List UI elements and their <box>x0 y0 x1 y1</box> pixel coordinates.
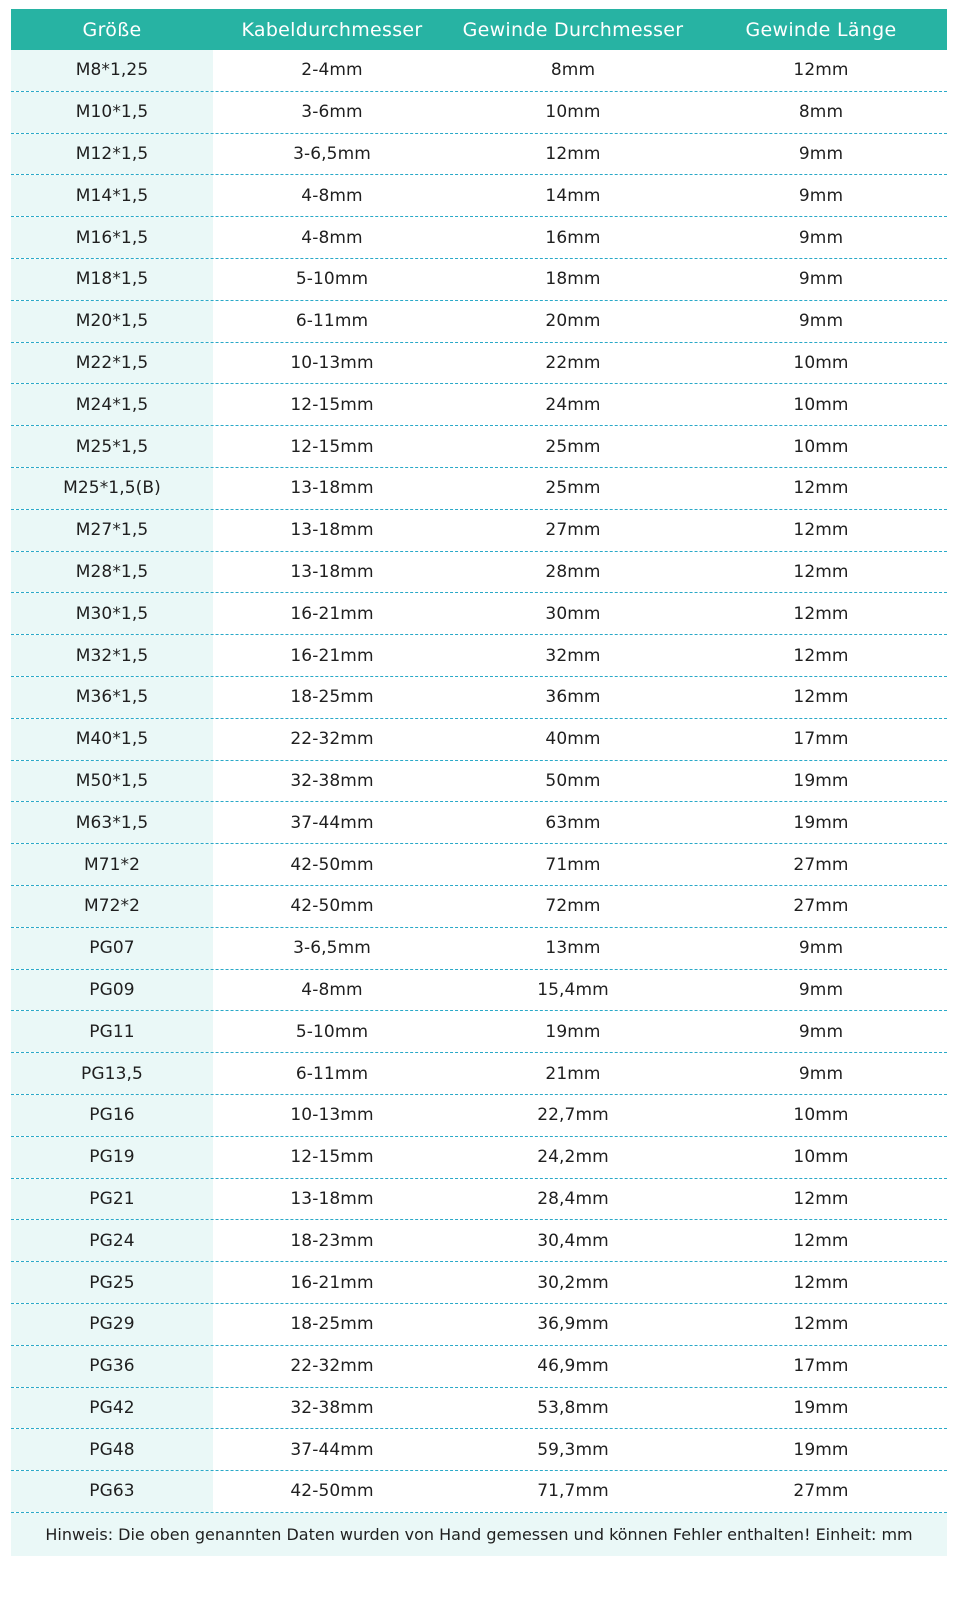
size-cell: PG19 <box>11 1137 213 1178</box>
cable-diameter-cell: 18-23mm <box>290 1230 374 1251</box>
table-row <box>11 1471 947 1513</box>
table-row <box>11 593 947 635</box>
table-row <box>11 1346 947 1388</box>
cable-diameter-cell: 42-50mm <box>290 854 374 875</box>
cable-diameter-cell: 32-38mm <box>290 770 374 791</box>
size-cell: PG13,5 <box>11 1053 213 1094</box>
size-cell: M50*1,5 <box>11 761 213 802</box>
thread-diameter-cell: 16mm <box>545 227 601 248</box>
size-cell: M30*1,5 <box>11 593 213 634</box>
cable-diameter-cell: 12-15mm <box>290 1147 374 1168</box>
table-row <box>11 1095 947 1137</box>
thread-diameter-cell: 30mm <box>545 603 601 624</box>
header-size: Größe <box>82 18 142 41</box>
cable-diameter-cell: 18-25mm <box>290 687 374 708</box>
table-row <box>11 970 947 1012</box>
thread-diameter-cell: 12mm <box>545 143 601 164</box>
table-row <box>11 552 947 594</box>
cable-diameter-cell: 3-6,5mm <box>293 938 371 959</box>
cable-diameter-cell: 5-10mm <box>295 269 369 290</box>
table-row <box>11 92 947 134</box>
table-row <box>11 1137 947 1179</box>
table-row <box>11 761 947 803</box>
size-cell: M8*1,25 <box>11 50 213 91</box>
table-row <box>11 1388 947 1430</box>
cable-diameter-cell: 22-32mm <box>290 1356 374 1377</box>
table-row <box>11 259 947 301</box>
thread-length-cell: 12mm <box>793 1188 849 1209</box>
thread-length-cell: 19mm <box>793 1439 849 1460</box>
size-cell: M28*1,5 <box>11 552 213 593</box>
thread-diameter-cell: 36,9mm <box>537 1314 609 1335</box>
size-cell: M20*1,5 <box>11 301 213 342</box>
thread-diameter-cell: 15,4mm <box>537 979 609 1000</box>
cable-diameter-cell: 13-18mm <box>290 520 374 541</box>
thread-diameter-cell: 63mm <box>545 812 601 833</box>
cable-diameter-cell: 5-10mm <box>295 1021 369 1042</box>
cable-diameter-cell: 37-44mm <box>290 1439 374 1460</box>
thread-length-cell: 19mm <box>793 770 849 791</box>
cable-diameter-cell: 42-50mm <box>290 1481 374 1502</box>
size-cell: PG09 <box>11 970 213 1011</box>
cable-diameter-cell: 42-50mm <box>290 896 374 917</box>
thread-diameter-cell: 71,7mm <box>537 1481 609 1502</box>
thread-diameter-cell: 46,9mm <box>537 1356 609 1377</box>
thread-diameter-cell: 22,7mm <box>537 1105 609 1126</box>
table-row <box>11 384 947 426</box>
table-row <box>11 510 947 552</box>
size-cell: PG42 <box>11 1388 213 1429</box>
thread-diameter-cell: 32mm <box>545 645 601 666</box>
thread-diameter-cell: 10mm <box>545 102 601 123</box>
cable-diameter-cell: 3-6mm <box>301 102 363 123</box>
cable-diameter-cell: 16-21mm <box>290 603 374 624</box>
table-row <box>11 719 947 761</box>
header-thread-length: Gewinde Länge <box>745 18 897 41</box>
size-cell: M25*1,5 <box>11 426 213 467</box>
size-cell: M18*1,5 <box>11 259 213 300</box>
thread-length-cell: 8mm <box>798 102 844 123</box>
thread-length-cell: 9mm <box>798 185 844 206</box>
thread-length-cell: 12mm <box>793 645 849 666</box>
thread-length-cell: 9mm <box>798 269 844 290</box>
table-row <box>11 1262 947 1304</box>
size-cell: M14*1,5 <box>11 175 213 216</box>
cable-diameter-cell: 4-8mm <box>301 979 363 1000</box>
size-cell: M24*1,5 <box>11 384 213 425</box>
cable-diameter-cell: 12-15mm <box>290 394 374 415</box>
thread-length-cell: 10mm <box>793 1147 849 1168</box>
table-row <box>11 928 947 970</box>
table-row <box>11 468 947 510</box>
table-row <box>11 635 947 677</box>
thread-length-cell: 12mm <box>793 1230 849 1251</box>
table-header <box>11 9 947 50</box>
thread-length-cell: 10mm <box>793 436 849 457</box>
header-thread-diameter: Gewinde Durchmesser <box>462 18 684 41</box>
thread-length-cell: 12mm <box>793 478 849 499</box>
size-cell: M22*1,5 <box>11 343 213 384</box>
thread-length-cell: 12mm <box>793 561 849 582</box>
thread-diameter-cell: 30,2mm <box>537 1272 609 1293</box>
thread-length-cell: 9mm <box>798 979 844 1000</box>
thread-diameter-cell: 40mm <box>545 729 601 750</box>
thread-diameter-cell: 14mm <box>545 185 601 206</box>
thread-diameter-cell: 22mm <box>545 352 601 373</box>
thread-length-cell: 12mm <box>793 60 849 81</box>
thread-diameter-cell: 25mm <box>545 436 601 457</box>
cable-diameter-cell: 22-32mm <box>290 729 374 750</box>
thread-length-cell: 17mm <box>793 1356 849 1377</box>
size-cell: M72*2 <box>11 886 213 927</box>
table-row <box>11 175 947 217</box>
thread-diameter-cell: 20mm <box>545 311 601 332</box>
table-row <box>11 1053 947 1095</box>
cable-diameter-cell: 10-13mm <box>290 352 374 373</box>
size-cell: M40*1,5 <box>11 719 213 760</box>
table-footer-note: Hinweis: Die oben genannten Daten wurden von Hand gemessen und können Fehler enthalten! Einheit: mm <box>11 1513 947 1556</box>
thread-diameter-cell: 59,3mm <box>537 1439 609 1460</box>
size-cell: PG48 <box>11 1429 213 1470</box>
header-cable-diameter: Kabeldurchmesser <box>241 18 423 41</box>
thread-length-cell: 12mm <box>793 603 849 624</box>
thread-diameter-cell: 72mm <box>545 896 601 917</box>
table-row <box>11 426 947 468</box>
cable-diameter-cell: 4-8mm <box>301 185 363 206</box>
thread-length-cell: 10mm <box>793 352 849 373</box>
thread-diameter-cell: 25mm <box>545 478 601 499</box>
thread-diameter-cell: 28,4mm <box>537 1188 609 1209</box>
thread-length-cell: 9mm <box>798 227 844 248</box>
size-cell: PG29 <box>11 1304 213 1345</box>
cable-diameter-cell: 12-15mm <box>290 436 374 457</box>
thread-diameter-cell: 18mm <box>545 269 601 290</box>
thread-length-cell: 9mm <box>798 938 844 959</box>
thread-diameter-cell: 19mm <box>545 1021 601 1042</box>
thread-length-cell: 17mm <box>793 729 849 750</box>
cable-diameter-cell: 6-11mm <box>295 311 369 332</box>
thread-diameter-cell: 28mm <box>545 561 601 582</box>
thread-length-cell: 12mm <box>793 1314 849 1335</box>
table-row <box>11 1179 947 1221</box>
table-row <box>11 1304 947 1346</box>
size-cell: M27*1,5 <box>11 510 213 551</box>
size-cell: M36*1,5 <box>11 677 213 718</box>
size-cell: PG21 <box>11 1179 213 1220</box>
size-table <box>11 9 947 1556</box>
table-row <box>11 343 947 385</box>
thread-length-cell: 27mm <box>793 896 849 917</box>
size-cell: M12*1,5 <box>11 134 213 175</box>
size-cell: PG36 <box>11 1346 213 1387</box>
cable-diameter-cell: 13-18mm <box>290 561 374 582</box>
thread-diameter-cell: 71mm <box>545 854 601 875</box>
table-row <box>11 802 947 844</box>
table-row <box>11 217 947 259</box>
table-row <box>11 886 947 928</box>
cable-diameter-cell: 32-38mm <box>290 1397 374 1418</box>
table-row <box>11 1011 947 1053</box>
thread-length-cell: 12mm <box>793 687 849 708</box>
size-cell: PG24 <box>11 1220 213 1261</box>
cable-diameter-cell: 37-44mm <box>290 812 374 833</box>
thread-length-cell: 10mm <box>793 1105 849 1126</box>
thread-diameter-cell: 8mm <box>550 60 596 81</box>
cable-diameter-cell: 3-6,5mm <box>293 143 371 164</box>
cable-diameter-cell: 6-11mm <box>295 1063 369 1084</box>
table-row <box>11 844 947 886</box>
thread-diameter-cell: 30,4mm <box>537 1230 609 1251</box>
thread-diameter-cell: 24,2mm <box>537 1147 609 1168</box>
thread-diameter-cell: 36mm <box>545 687 601 708</box>
cable-diameter-cell: 2-4mm <box>301 60 363 81</box>
cable-diameter-cell: 13-18mm <box>290 1188 374 1209</box>
size-cell: M16*1,5 <box>11 217 213 258</box>
size-cell: PG11 <box>11 1011 213 1052</box>
size-cell: PG63 <box>11 1471 213 1512</box>
cable-diameter-cell: 4-8mm <box>301 227 363 248</box>
size-cell: M25*1,5(B) <box>11 468 213 509</box>
thread-diameter-cell: 27mm <box>545 520 601 541</box>
thread-length-cell: 12mm <box>793 520 849 541</box>
thread-length-cell: 9mm <box>798 311 844 332</box>
size-cell: M71*2 <box>11 844 213 885</box>
thread-length-cell: 27mm <box>793 1481 849 1502</box>
size-cell: M63*1,5 <box>11 802 213 843</box>
thread-length-cell: 10mm <box>793 394 849 415</box>
table-row <box>11 1220 947 1262</box>
thread-length-cell: 19mm <box>793 1397 849 1418</box>
cable-diameter-cell: 13-18mm <box>290 478 374 499</box>
table-row <box>11 50 947 92</box>
thread-diameter-cell: 53,8mm <box>537 1397 609 1418</box>
size-cell: PG07 <box>11 928 213 969</box>
thread-length-cell: 19mm <box>793 812 849 833</box>
size-cell: M10*1,5 <box>11 92 213 133</box>
thread-diameter-cell: 13mm <box>545 938 601 959</box>
cable-diameter-cell: 16-21mm <box>290 1272 374 1293</box>
thread-length-cell: 27mm <box>793 854 849 875</box>
thread-length-cell: 9mm <box>798 1063 844 1084</box>
thread-diameter-cell: 50mm <box>545 770 601 791</box>
cable-diameter-cell: 10-13mm <box>290 1105 374 1126</box>
table-row <box>11 134 947 176</box>
thread-length-cell: 9mm <box>798 1021 844 1042</box>
table-row <box>11 1429 947 1471</box>
cable-diameter-cell: 16-21mm <box>290 645 374 666</box>
table-row <box>11 677 947 719</box>
thread-length-cell: 12mm <box>793 1272 849 1293</box>
size-cell: PG16 <box>11 1095 213 1136</box>
cable-diameter-cell: 18-25mm <box>290 1314 374 1335</box>
table-row <box>11 301 947 343</box>
thread-diameter-cell: 21mm <box>545 1063 601 1084</box>
size-cell: M32*1,5 <box>11 635 213 676</box>
thread-length-cell: 9mm <box>798 143 844 164</box>
thread-diameter-cell: 24mm <box>545 394 601 415</box>
table-body <box>11 50 947 1513</box>
size-cell: PG25 <box>11 1262 213 1303</box>
